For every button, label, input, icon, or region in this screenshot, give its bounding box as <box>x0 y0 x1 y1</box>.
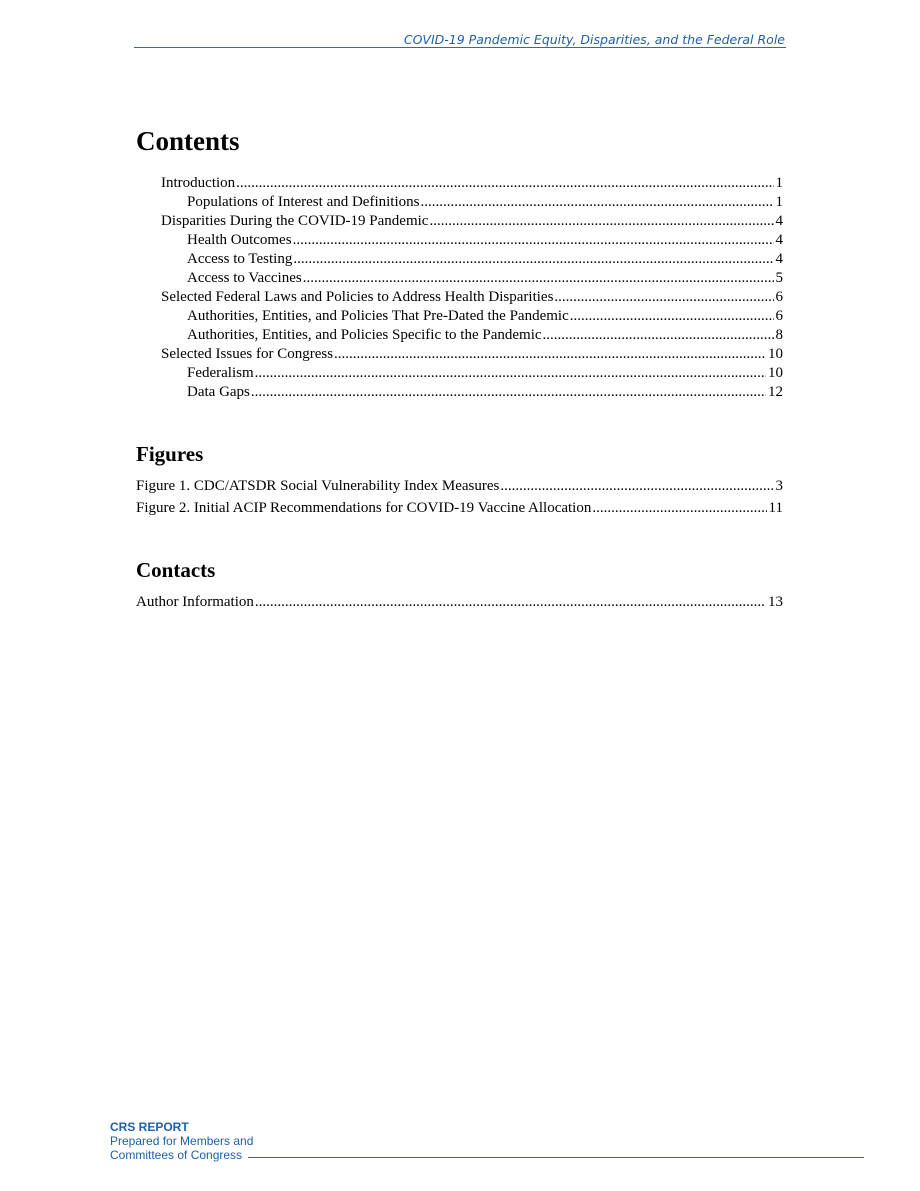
toc-entry-issues-congress[interactable] <box>161 345 783 364</box>
toc-entry-introduction[interactable] <box>161 174 783 193</box>
toc-entry-title: Authorities, Entities, and Policies Specific to the Pandemic <box>187 327 542 343</box>
toc-entry-pandemic-specific[interactable] <box>187 326 783 345</box>
toc-entry-title: Health Outcomes <box>187 232 292 248</box>
toc-entry-page: 4 <box>775 232 783 248</box>
toc-entry-title: Access to Testing <box>187 251 293 267</box>
footer-brand-title: CRS REPORT <box>110 1120 189 1134</box>
dot-leader <box>592 499 766 518</box>
toc-entry-page: 10 <box>768 346 783 362</box>
dot-leader <box>429 212 773 231</box>
toc-entry-title: Figure 1. CDC/ATSDR Social Vulnerability Index Measures <box>136 478 500 494</box>
dot-leader <box>251 383 766 402</box>
dot-leader <box>255 364 766 383</box>
toc-entry-title: Access to Vaccines <box>187 270 302 286</box>
dot-leader <box>293 250 773 269</box>
crs-report-logo <box>110 1120 253 1162</box>
toc-entry-figure-1[interactable] <box>136 477 783 496</box>
toc-entry-title: Author Information <box>136 594 254 610</box>
toc-entry-title: Federalism <box>187 365 254 381</box>
toc-entry-access-vaccines[interactable] <box>187 269 783 288</box>
toc-entry-page: 8 <box>775 327 783 343</box>
dot-leader <box>293 231 774 250</box>
toc-entry-access-testing[interactable] <box>187 250 783 269</box>
toc-entry-title: Data Gaps <box>187 384 250 400</box>
toc-entry-disparities[interactable] <box>161 212 783 231</box>
running-header-title: COVID-19 Pandemic Equity, Disparities, and the Federal Role <box>403 32 785 47</box>
dot-leader <box>236 174 773 193</box>
toc-entry-populations[interactable] <box>187 193 783 212</box>
toc-entry-title: Selected Federal Laws and Policies to Address Health Disparities <box>161 289 554 305</box>
toc-entry-title: Authorities, Entities, and Policies That Pre-Dated the Pandemic <box>187 308 569 324</box>
toc-entry-page: 10 <box>768 365 783 381</box>
footer-brand-subtitle-1: Prepared for Members and <box>110 1134 254 1148</box>
toc-entry-page: 11 <box>768 500 783 516</box>
figures-heading: Figures <box>136 442 204 466</box>
toc-entry-title: Selected Issues for Congress <box>161 346 334 362</box>
toc-entry-title: Figure 2. Initial ACIP Recommendations for COVID-19 Vaccine Allocation <box>136 500 592 516</box>
dot-leader <box>570 307 774 326</box>
dot-leader <box>543 326 774 345</box>
toc-entry-figure-2[interactable] <box>136 499 783 518</box>
toc-entry-page: 1 <box>775 175 783 191</box>
toc-entry-author-information[interactable] <box>136 593 783 612</box>
toc-entry-page: 5 <box>775 270 783 286</box>
toc-entry-page: 4 <box>775 251 783 267</box>
header-rule <box>134 47 786 48</box>
footer-rule <box>248 1157 864 1158</box>
dot-leader <box>334 345 766 364</box>
toc-entry-page: 3 <box>775 478 783 494</box>
toc-entry-data-gaps[interactable] <box>187 383 783 402</box>
toc-entry-health-outcomes[interactable] <box>187 231 783 250</box>
toc-entry-page: 6 <box>775 308 783 324</box>
toc-entry-federal-laws[interactable] <box>161 288 783 307</box>
toc-entry-page: 4 <box>775 213 783 229</box>
footer-brand-subtitle-2: Committees of Congress <box>110 1148 243 1162</box>
dot-leader <box>420 193 773 212</box>
toc-entry-pre-dated[interactable] <box>187 307 783 326</box>
toc-entry-title: Populations of Interest and Definitions <box>187 194 420 210</box>
dot-leader <box>255 593 766 612</box>
dot-leader <box>500 477 773 496</box>
toc-entry-title: Introduction <box>161 175 236 191</box>
contents-heading: Contents <box>136 126 240 156</box>
toc-entry-page: 1 <box>775 194 783 210</box>
toc-entry-federalism[interactable] <box>187 364 783 383</box>
toc-entry-title: Disparities During the COVID-19 Pandemic <box>161 213 429 229</box>
contacts-heading: Contacts <box>136 558 216 582</box>
toc-entry-page: 12 <box>768 384 783 400</box>
dot-leader <box>303 269 774 288</box>
dot-leader <box>554 288 773 307</box>
toc-entry-page: 13 <box>768 594 783 610</box>
toc-entry-page: 6 <box>775 289 783 305</box>
